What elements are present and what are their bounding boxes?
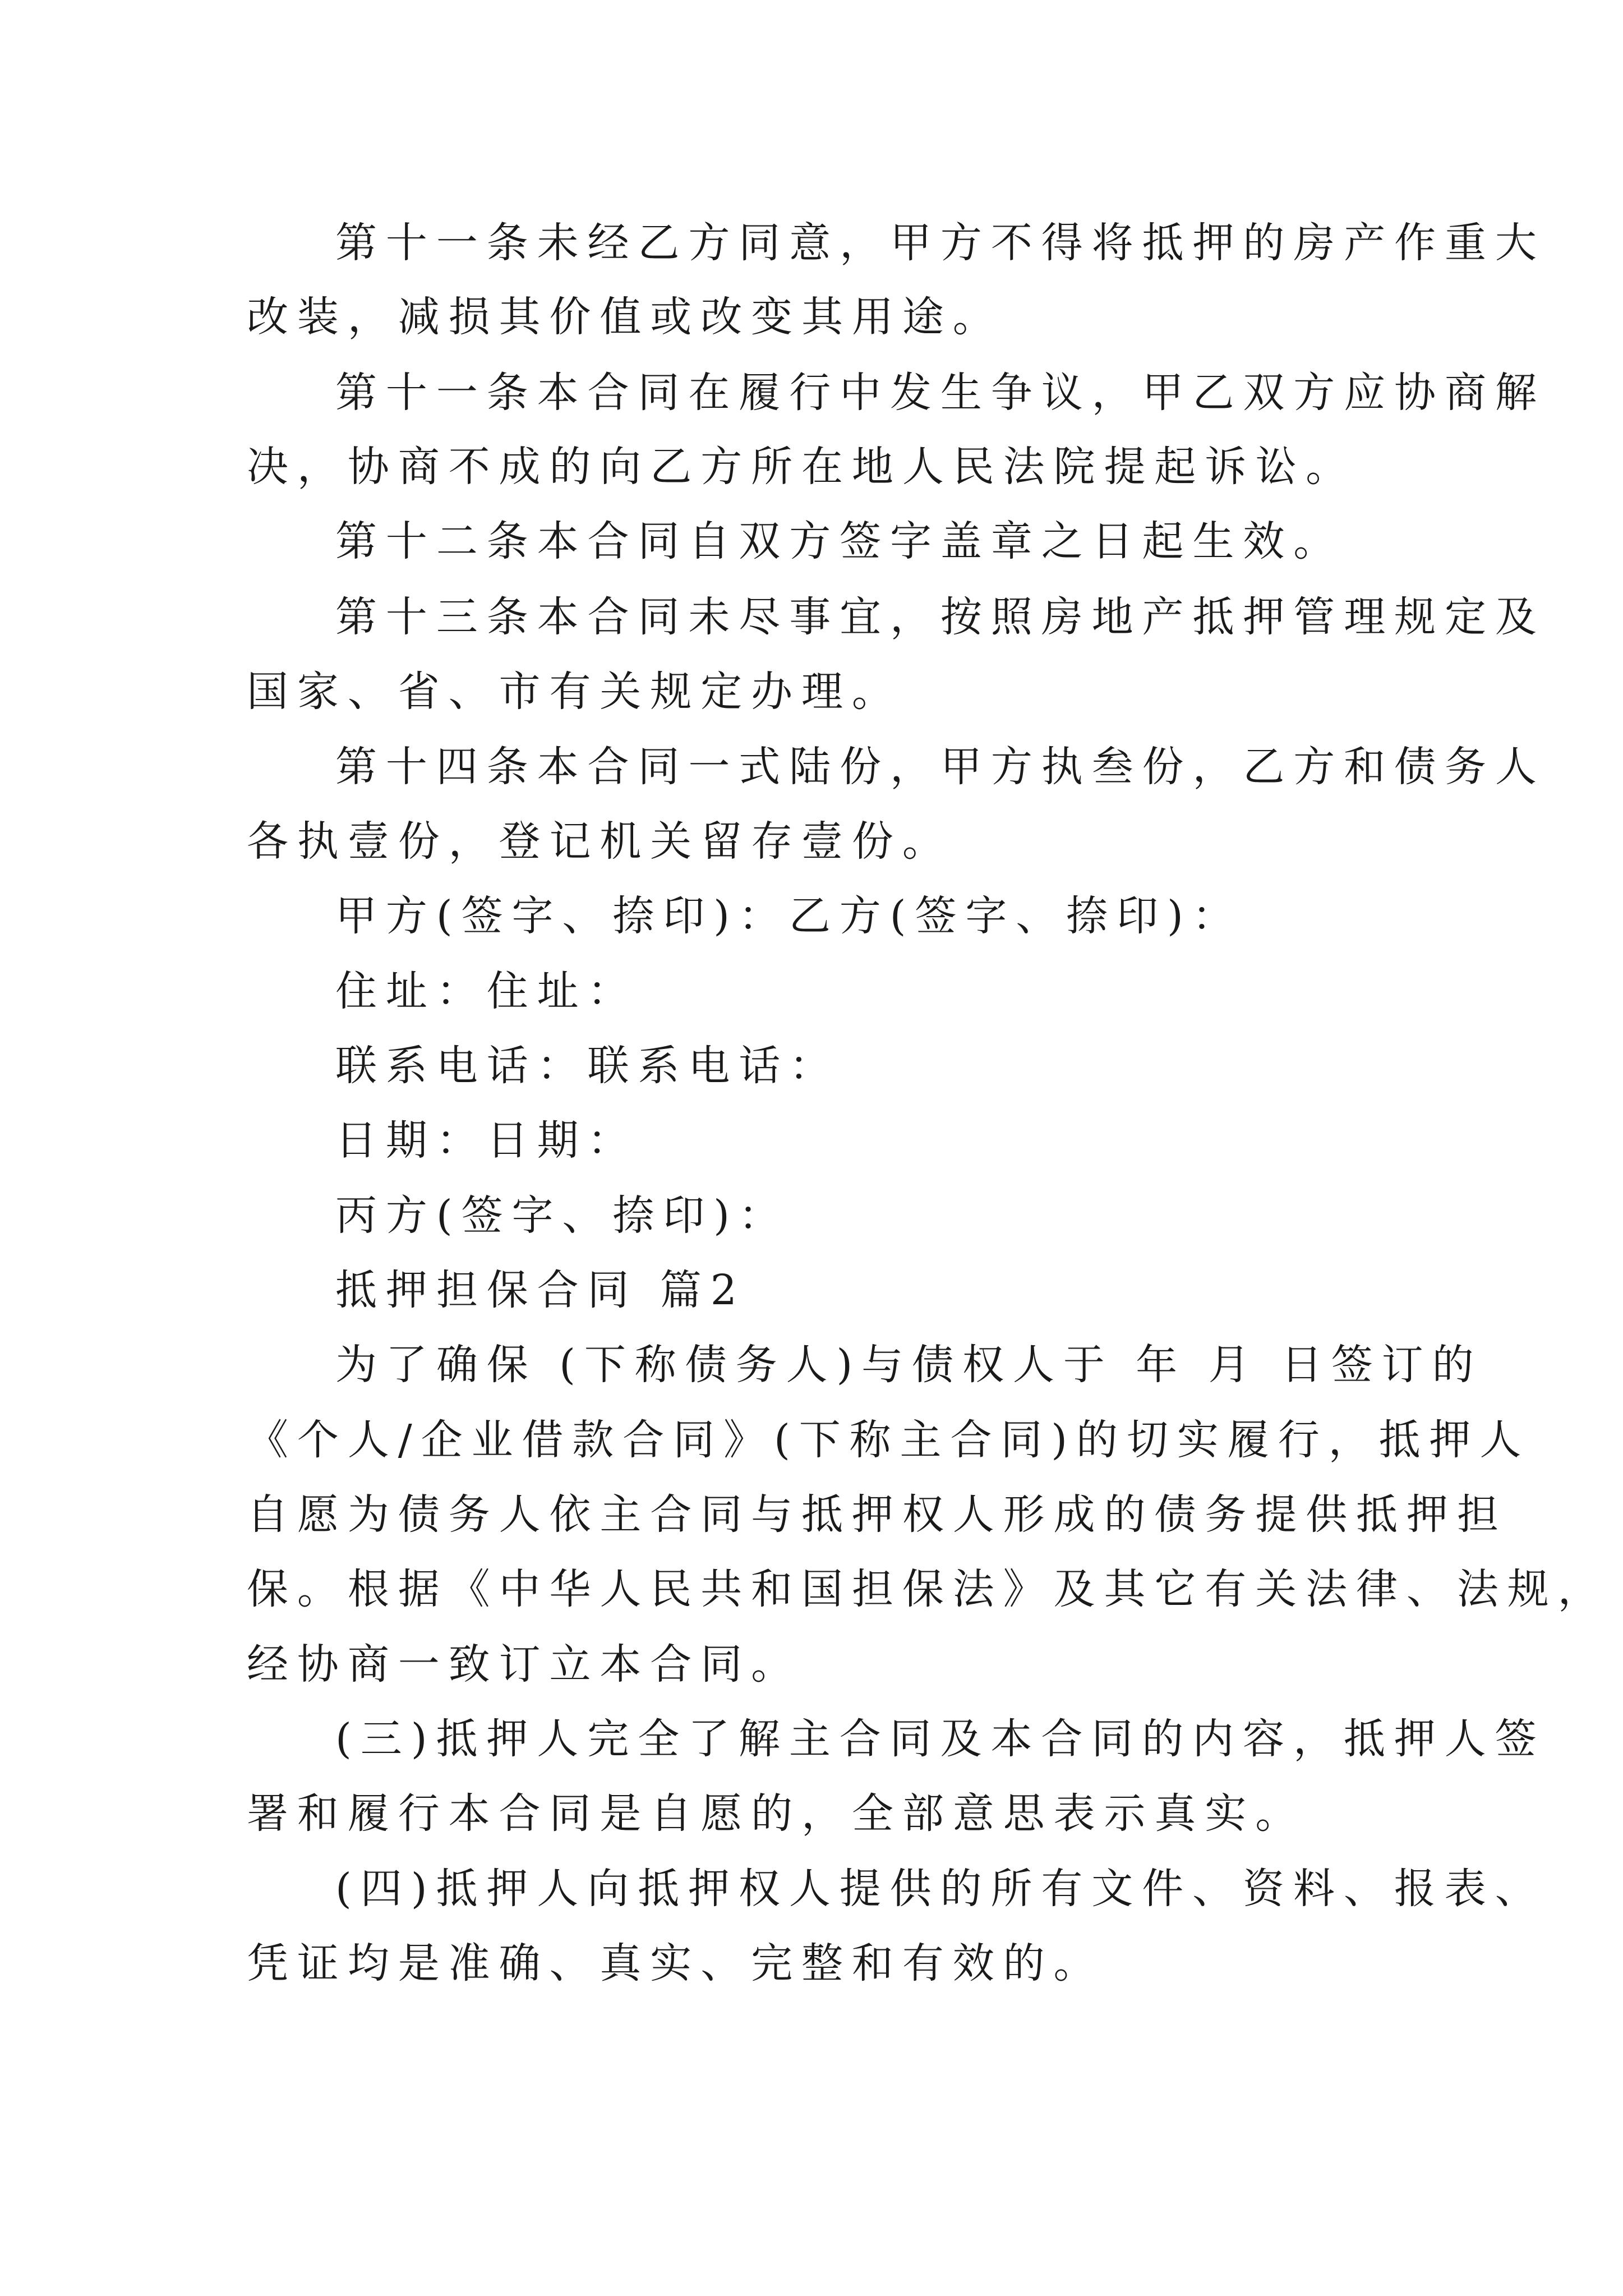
paragraph-line: 决，协商不成的向乙方所在地人民法院提起诉讼。 (247, 443, 1357, 491)
paragraph-line: 保。根据《中华人民共和国担保法》及其它有关法律、法规， (247, 1565, 1608, 1613)
phone-line: 联系电话：联系电话： (335, 1042, 840, 1090)
paragraph-line: 第十三条本合同未尽事宜，按照房地产抵押管理规定及 (335, 593, 1546, 641)
paragraph-line: 第十二条本合同自双方签字盖章之日起生效。 (335, 517, 1344, 565)
paragraph-line: 为了确保 (下称债务人)与债权人于 年 月 日签订的 (335, 1341, 1483, 1389)
paragraph-line: 署和履行本合同是自愿的，全部意思表示真实。 (247, 1789, 1306, 1838)
signature-line: 甲方(签字、捺印)：乙方(签字、捺印)： (335, 892, 1243, 940)
paragraph-line: 自愿为债务人依主合同与抵押权人形成的债务提供抵押担 (247, 1490, 1507, 1539)
date-line: 日期：日期： (335, 1116, 638, 1165)
signature-line: 丙方(签字、捺印)： (335, 1191, 789, 1240)
paragraph-line: 各执壹份，登记机关留存壹份。 (247, 817, 953, 866)
paragraph-line: 国家、省、市有关规定办理。 (247, 668, 902, 716)
paragraph-line: 第十一条本合同在履行中发生争议，甲乙双方应协商解 (335, 369, 1546, 417)
section-title: 抵押担保合同 篇2 (335, 1266, 746, 1314)
paragraph-line: 凭证均是准确、真实、完整和有效的。 (247, 1939, 1104, 1987)
paragraph-line: (四)抵押人向抵押权人提供的所有文件、资料、报表、 (335, 1865, 1546, 1913)
paragraph-line: 第十四条本合同一式陆份，甲方执叁份，乙方和债务人 (335, 743, 1546, 791)
paragraph-line: 第十一条未经乙方同意，甲方不得将抵押的房产作重大 (335, 219, 1546, 267)
paragraph-line: (三)抵押人完全了解主合同及本合同的内容，抵押人签 (335, 1715, 1546, 1763)
address-line: 住址：住址： (335, 967, 638, 1015)
paragraph-line: 改装，减损其价值或改变其用途。 (247, 293, 1003, 341)
paragraph-line: 经协商一致订立本合同。 (247, 1640, 802, 1688)
paragraph-line: 《个人/企业借款合同》(下称主合同)的切实履行，抵押人 (247, 1416, 1530, 1464)
